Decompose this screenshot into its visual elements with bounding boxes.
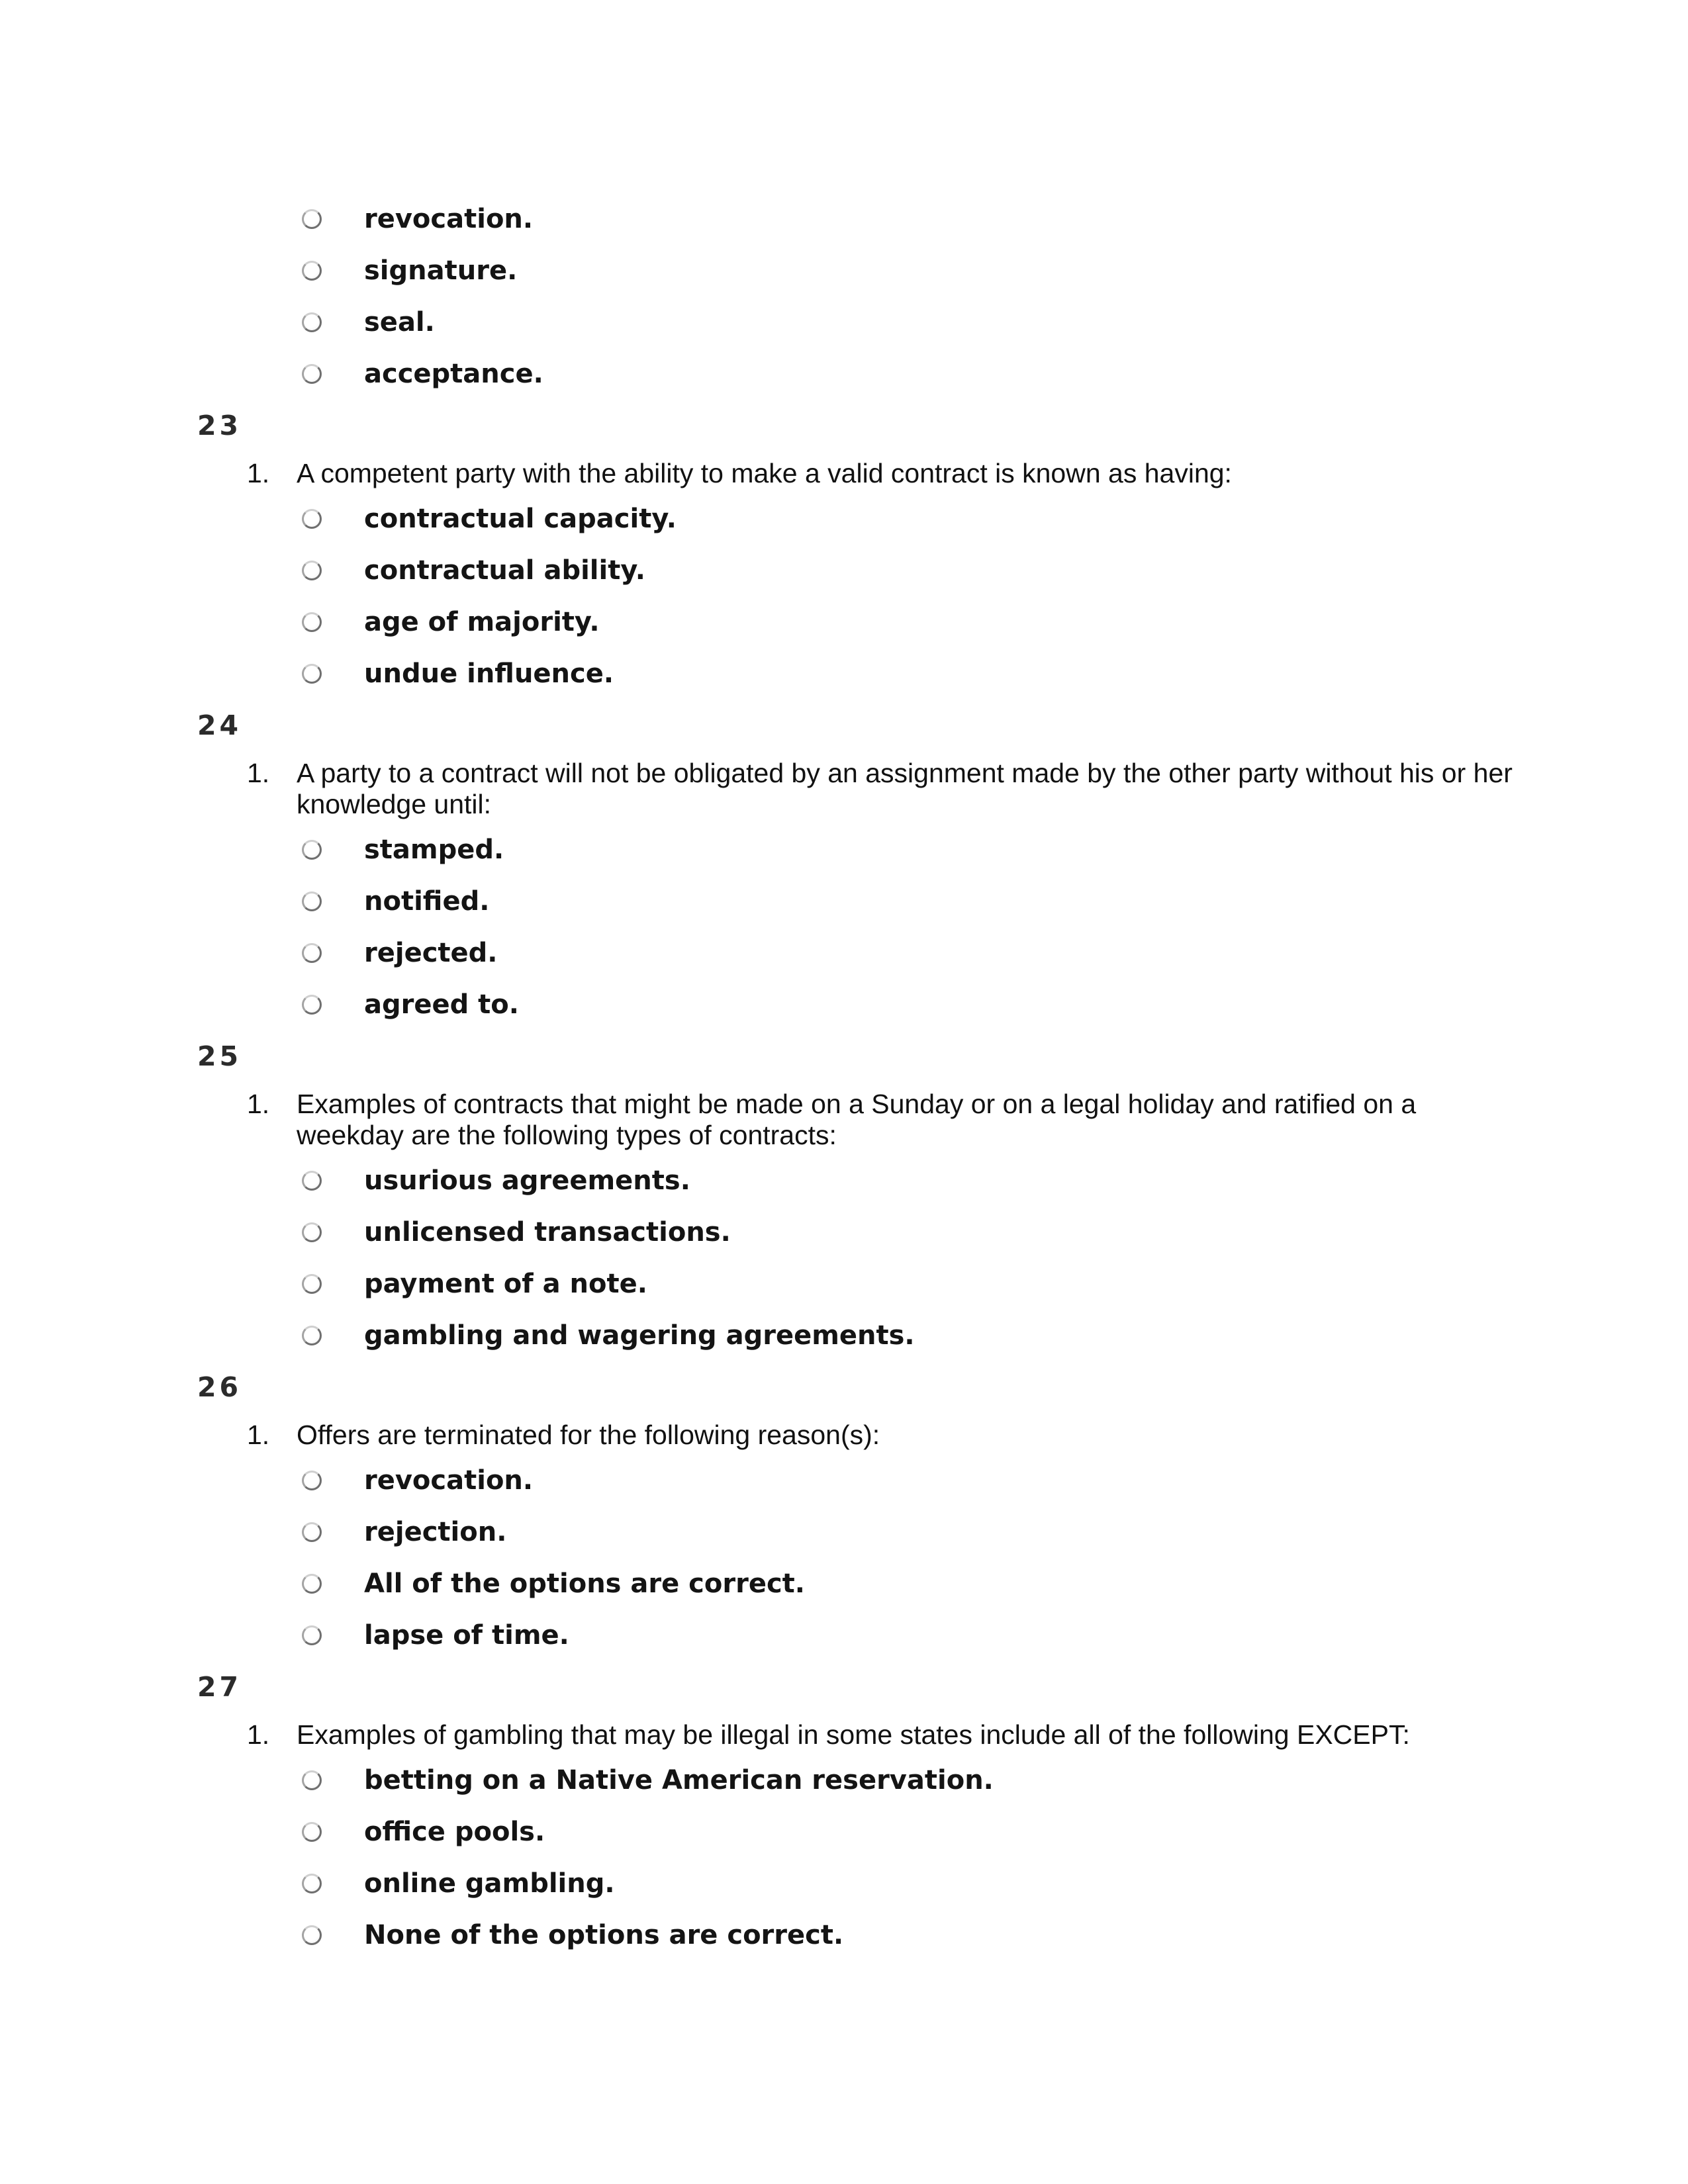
radio-button-icon[interactable] xyxy=(302,1222,322,1242)
radio-button-icon[interactable] xyxy=(302,509,322,529)
answer-option-label: usurious agreements. xyxy=(364,1165,690,1196)
radio-button-icon[interactable] xyxy=(302,209,322,229)
answer-option[interactable] xyxy=(0,493,1688,545)
question-prompt xyxy=(0,1713,1688,1754)
item-number: 1. xyxy=(247,758,270,788)
radio-button-icon[interactable] xyxy=(302,664,322,684)
answer-option[interactable] xyxy=(0,1806,1688,1858)
answer-option-label: lapse of time. xyxy=(364,1620,569,1651)
answer-option[interactable] xyxy=(0,1310,1688,1361)
answer-option[interactable] xyxy=(0,1558,1688,1610)
answer-option-label: agreed to. xyxy=(364,989,519,1020)
radio-button-icon[interactable] xyxy=(302,1874,322,1893)
answer-option-label: undue influence. xyxy=(364,659,614,689)
answer-option-label: rejected. xyxy=(364,938,498,968)
question-23 xyxy=(0,400,1688,700)
answer-option-label: revocation. xyxy=(364,1465,534,1496)
question-text: Examples of contracts that might be made on a Sunday or on a legal holiday and ratified on a weekday are the following types of contracts: xyxy=(297,1089,1417,1150)
question-number: 24 xyxy=(197,709,242,741)
answer-option[interactable] xyxy=(0,193,1688,245)
item-number: 1. xyxy=(247,1719,270,1750)
answer-option[interactable] xyxy=(0,648,1688,700)
answer-option[interactable] xyxy=(0,1506,1688,1558)
question-25 xyxy=(0,1030,1688,1361)
answer-option-label: office pools. xyxy=(364,1817,545,1847)
question-number: 27 xyxy=(197,1671,242,1703)
question-text: A competent party with the ability to make a valid contract is known as having: xyxy=(297,458,1232,488)
answer-option[interactable] xyxy=(0,245,1688,296)
radio-button-icon[interactable] xyxy=(302,1925,322,1945)
answer-options xyxy=(0,824,1688,1030)
answer-option-label: payment of a note. xyxy=(364,1269,647,1299)
answer-options xyxy=(0,1754,1688,1961)
answer-options xyxy=(0,1155,1688,1361)
answer-option[interactable] xyxy=(0,824,1688,876)
answer-option[interactable] xyxy=(0,1155,1688,1206)
question-24 xyxy=(0,700,1688,1030)
item-number: 1. xyxy=(247,1420,270,1450)
answer-option-label: contractual capacity. xyxy=(364,504,677,534)
answer-option[interactable] xyxy=(0,296,1688,348)
answer-option-label: age of majority. xyxy=(364,607,600,637)
question-prompt xyxy=(0,1082,1688,1155)
radio-button-icon[interactable] xyxy=(302,364,322,384)
radio-button-icon[interactable] xyxy=(302,1574,322,1594)
answer-option-label: None of the options are correct. xyxy=(364,1920,844,1950)
answer-option[interactable] xyxy=(0,348,1688,400)
answer-option[interactable] xyxy=(0,876,1688,927)
radio-button-icon[interactable] xyxy=(302,1822,322,1842)
answer-options xyxy=(0,1455,1688,1661)
radio-button-icon[interactable] xyxy=(302,891,322,911)
question-text: Offers are terminated for the following reason(s): xyxy=(297,1420,880,1450)
answer-option-label: stamped. xyxy=(364,835,504,865)
answer-option-label: All of the options are correct. xyxy=(364,1569,805,1599)
answer-option-label: unlicensed transactions. xyxy=(364,1217,731,1248)
radio-button-icon[interactable] xyxy=(302,1171,322,1191)
quiz-content xyxy=(0,193,1688,1961)
answer-option[interactable] xyxy=(0,1754,1688,1806)
question-prompt xyxy=(0,1413,1688,1455)
answer-option-label: gambling and wagering agreements. xyxy=(364,1320,915,1351)
radio-button-icon[interactable] xyxy=(302,1326,322,1345)
item-number: 1. xyxy=(247,1089,270,1119)
answer-option-label: contractual ability. xyxy=(364,555,645,586)
radio-button-icon[interactable] xyxy=(302,561,322,580)
answer-option[interactable] xyxy=(0,927,1688,979)
question-26 xyxy=(0,1361,1688,1661)
question-text: Examples of gambling that may be illegal in some states include all of the following EXCEPT: xyxy=(297,1719,1410,1750)
radio-button-icon[interactable] xyxy=(302,995,322,1015)
radio-button-icon[interactable] xyxy=(302,312,322,332)
answer-option[interactable] xyxy=(0,1858,1688,1909)
answer-option[interactable] xyxy=(0,1206,1688,1258)
answer-option-label: seal. xyxy=(364,307,435,338)
question-prompt xyxy=(0,751,1688,824)
answer-option-label: betting on a Native American reservation. xyxy=(364,1765,994,1796)
question-27 xyxy=(0,1661,1688,1961)
carryover-options xyxy=(0,193,1688,400)
answer-option[interactable] xyxy=(0,1455,1688,1506)
radio-button-icon[interactable] xyxy=(302,612,322,632)
answer-option[interactable] xyxy=(0,1909,1688,1961)
answer-option-label: notified. xyxy=(364,886,490,917)
question-text: A party to a contract will not be obligated by an assignment made by the other party without his or her knowledge until: xyxy=(297,758,1513,819)
item-number: 1. xyxy=(247,458,270,488)
answer-options xyxy=(0,493,1688,700)
radio-button-icon[interactable] xyxy=(302,840,322,860)
answer-option[interactable] xyxy=(0,979,1688,1030)
answer-option[interactable] xyxy=(0,1258,1688,1310)
radio-button-icon[interactable] xyxy=(302,1625,322,1645)
answer-option-label: acceptance. xyxy=(364,359,543,389)
answer-option-label: signature. xyxy=(364,255,518,286)
question-number: 25 xyxy=(197,1040,242,1072)
radio-button-icon[interactable] xyxy=(302,1274,322,1294)
answer-option-label: online gambling. xyxy=(364,1868,615,1899)
answer-option[interactable] xyxy=(0,596,1688,648)
answer-option[interactable] xyxy=(0,545,1688,596)
radio-button-icon[interactable] xyxy=(302,1770,322,1790)
radio-button-icon[interactable] xyxy=(302,943,322,963)
question-number: 23 xyxy=(197,410,242,441)
answer-option-label: revocation. xyxy=(364,204,534,234)
answer-option-label: rejection. xyxy=(364,1517,507,1547)
question-prompt xyxy=(0,451,1688,493)
radio-button-icon[interactable] xyxy=(302,1471,322,1490)
radio-button-icon[interactable] xyxy=(302,1522,322,1542)
answer-option[interactable] xyxy=(0,1610,1688,1661)
question-number: 26 xyxy=(197,1371,242,1403)
radio-button-icon[interactable] xyxy=(302,261,322,281)
